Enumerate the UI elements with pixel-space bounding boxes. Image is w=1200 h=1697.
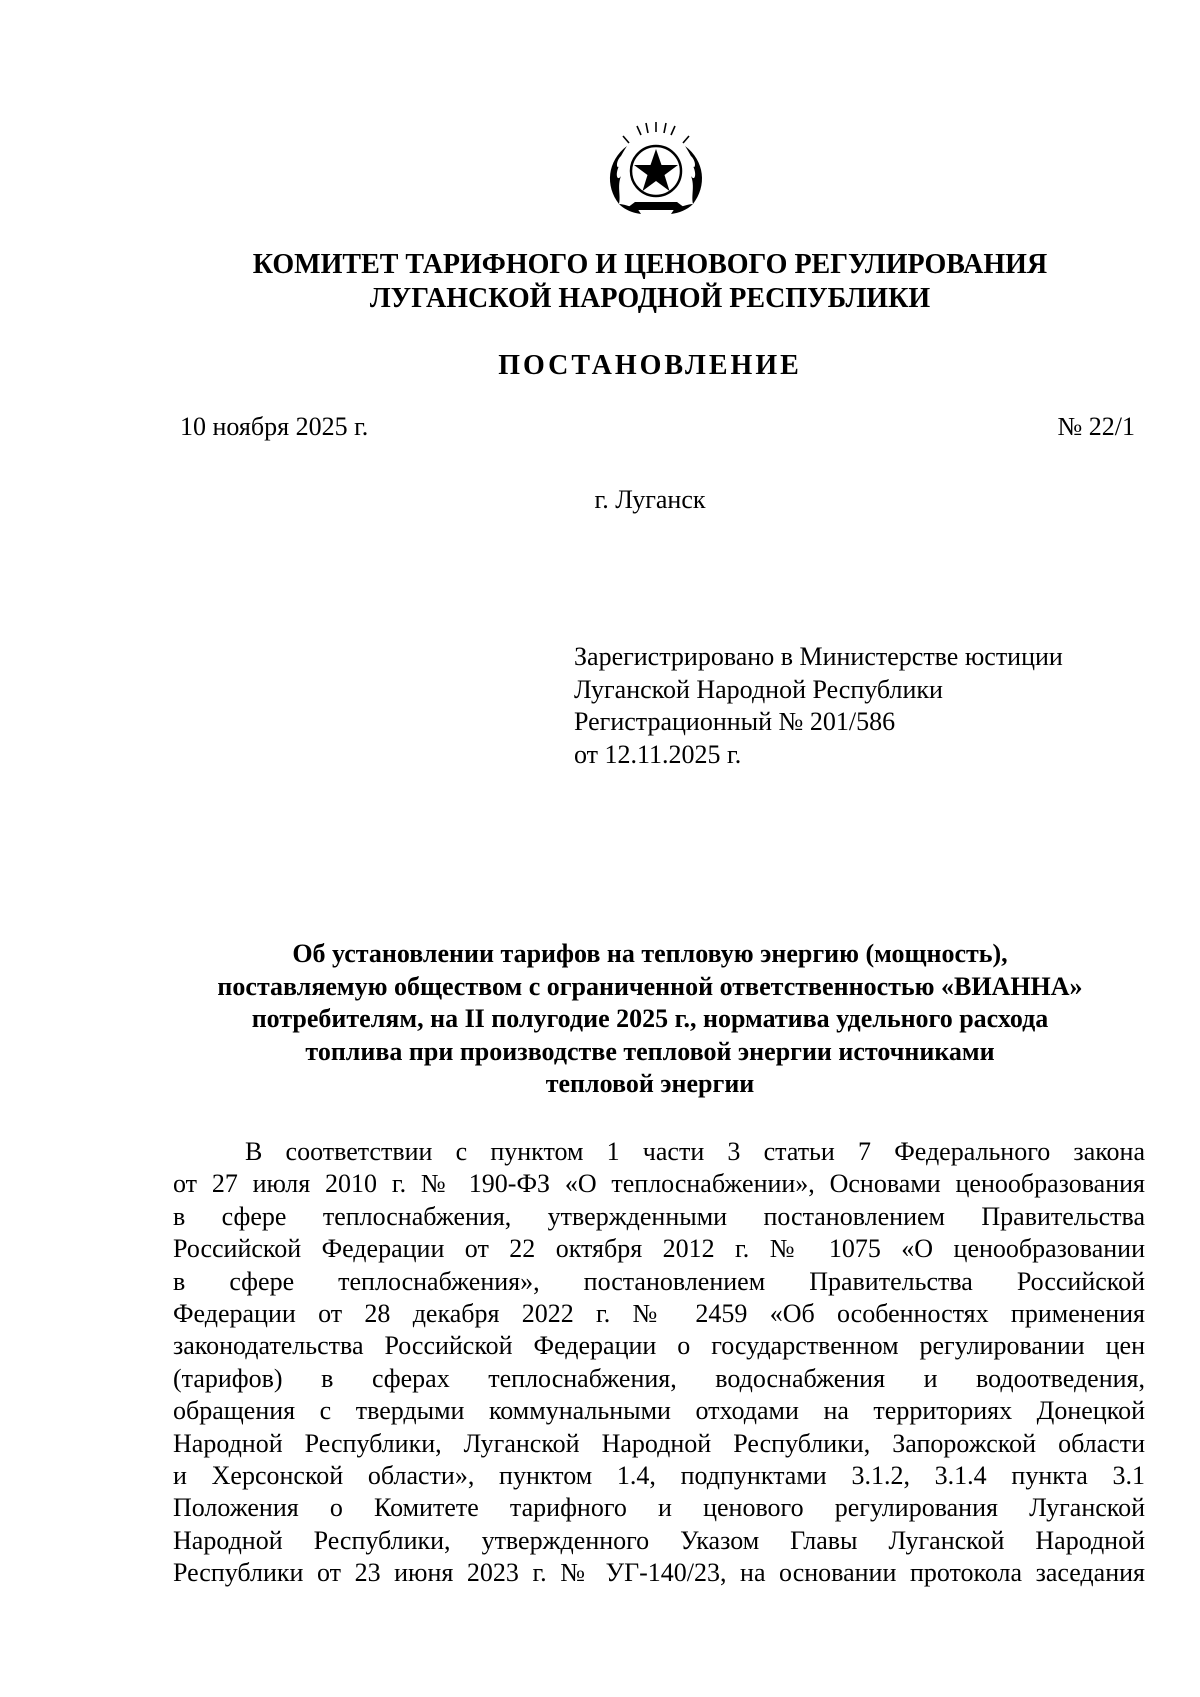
body-line: (тарифов) в сферах теплоснабжения, водоснабжения и водоотведения, [173,1363,1145,1393]
body-line: обращения с твердыми коммунальными отходами на территориях Донецкой [173,1396,1145,1426]
body-line: законодательства Российской Федерации о государственном регулировании цен [173,1331,1145,1361]
subject-line: потребителям, на II полугодие 2025 г., норматива удельного расхода [251,1004,1049,1033]
body-line: и Херсонской области», пунктом 1.4, подпунктами 3.1.2, 3.1.4 пункта 3.1 [173,1461,1145,1491]
committee-name-line2: ЛУГАНСКОЙ НАРОДНОЙ РЕСПУБЛИКИ [369,283,931,314]
body-line: от 27 июля 2010 г. № 190-ФЗ «О теплоснабжении», Основами ценообразования [173,1169,1145,1199]
decree-subject-title [160,938,1140,1101]
body-line: Народной Республики, Луганской Народной Республики, Запорожской области [173,1428,1145,1458]
registration-block [574,641,1063,771]
registration-line: от 12.11.2025 г. [574,739,742,769]
body-line: Республики от 23 июня 2023 г. № УГ-140/23, на основании протокола заседания [173,1558,1145,1588]
decree-date: 10 ноября 2025 г. [180,412,369,441]
subject-line: топлива при производстве тепловой энергии источниками [305,1036,995,1066]
body-line: Российской Федерации от 22 октября 2012 г. № 1075 «О ценообразовании [173,1234,1145,1264]
body-paragraph [173,1136,1145,1590]
registration-line: Зарегистрировано в Министерстве юстиции [574,642,1063,671]
registration-line: Луганской Народной Республики [574,674,943,704]
registration-line: Регистрационный № 201/586 [574,707,896,736]
body-line: Федерации от 28 декабря 2022 г. № 2459 «Об особенностях применения [173,1299,1145,1329]
committee-name-line1: КОМИТЕТ ТАРИФНОГО И ЦЕНОВОГО РЕГУЛИРОВАНИЯ [252,249,1048,280]
decree-type-title: ПОСТАНОВЛЕНИЕ [498,350,802,381]
body-line: в сфере теплоснабжения, утвержденными постановлением Правительства [173,1201,1145,1231]
decree-number: № 22/1 [1057,412,1135,441]
body-line: Народной Республики, утвержденного Указом Главы Луганской Народной [173,1525,1145,1555]
subject-line: тепловой энергии [545,1069,755,1098]
committee-name [160,248,1140,316]
body-line: Положения о Комитете тарифного и ценового регулирования Луганской [173,1493,1145,1523]
subject-line: поставляемую обществом с ограниченной ответственностью «ВИАННА» [217,971,1083,1001]
coat-of-arms-icon [597,116,715,226]
subject-line: Об установлении тарифов на тепловую энергию (мощность), [292,939,1008,968]
body-line: в сфере теплоснабжения», постановлением Правительства Российской [173,1266,1145,1296]
decree-city: г. Луганск [594,485,706,514]
body-line: В соответствии с пунктом 1 части 3 статьи 7 Федерального закона [245,1137,1145,1166]
